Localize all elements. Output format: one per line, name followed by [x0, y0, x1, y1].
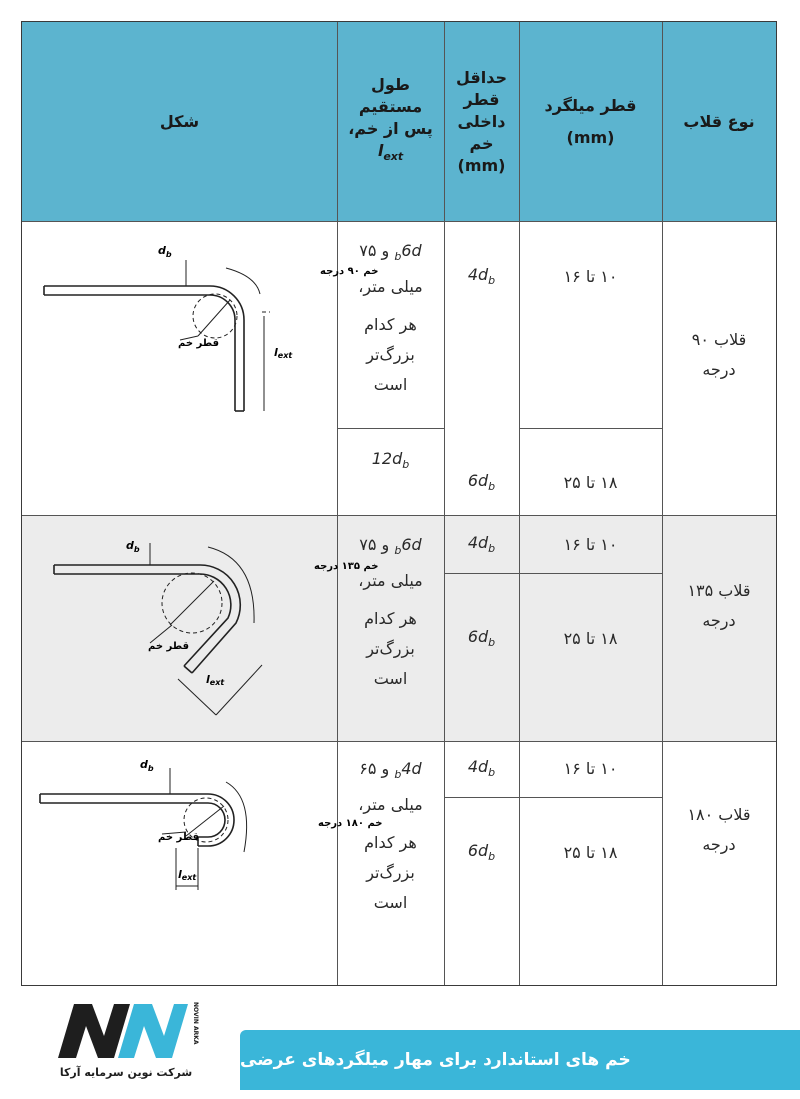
row180-ext-line2: میلی متر،	[358, 795, 423, 815]
row90-dia-1: ۱۰ تا ۱۶	[563, 267, 618, 286]
bar-outline-inner	[44, 295, 235, 411]
bar135-end-tip	[184, 666, 192, 673]
row135-inner-1	[444, 528, 519, 564]
row180-hook-line1: قلاب ۱۸۰	[687, 805, 751, 824]
fig135-db-val: d	[126, 539, 134, 552]
fig180-lext-sub: ext	[181, 873, 197, 882]
row90-dia-2: ۱۸ تا ۲۵	[563, 473, 618, 492]
row90-inner-2-sub: b	[488, 480, 496, 494]
grid-h-row1	[22, 515, 776, 516]
row90-inner-1-sub: b	[488, 274, 496, 288]
grid-h-header	[22, 221, 776, 222]
row135-ext-line5: است	[373, 669, 408, 689]
fig90-diameter-label: قطر خم	[178, 338, 220, 349]
row180-inner-1-sub: b	[488, 766, 496, 780]
banner-title: خم های استاندارد برای مهار میلگردهای عرضی	[240, 1050, 631, 1070]
lext135-dim-b	[216, 665, 262, 715]
fig135-lext-sub: ext	[209, 678, 225, 687]
row180-inner-2	[444, 836, 519, 872]
fig135-lext	[206, 673, 225, 687]
row180-ext-line1	[337, 754, 444, 790]
grid-h-r2-sub	[444, 573, 662, 574]
bar180-outer	[40, 794, 234, 846]
fig180-diameter-label: قطر خم	[158, 832, 200, 843]
row135-dia-2: ۱۸ تا ۲۵	[563, 629, 618, 648]
fig180-bend-label: خم ۱۸۰ درجه	[318, 818, 383, 829]
row90-ext-b-val: 12d	[371, 449, 403, 468]
row180-hook-type	[662, 800, 776, 860]
fig90-lext-val: l	[274, 346, 278, 359]
logo-vertical-text: NOVIN ARKA	[192, 1002, 199, 1045]
row90-ext-a: 6d	[401, 241, 422, 260]
row135-inner-1-val: 4d	[467, 533, 489, 552]
row135-ext-a-sub: b	[394, 544, 402, 558]
row135-ext-a: 6d	[401, 535, 422, 554]
row90-inner-2	[444, 466, 519, 502]
row180-ext-line3: هر کدام	[364, 833, 417, 853]
header-inner-line1: حداقل	[456, 67, 508, 87]
grid-h-r3-sub	[444, 797, 662, 798]
company-name: شرکت نوین سرمایه آرکا	[59, 1066, 193, 1079]
header-hook-label: نوع قلاب	[683, 111, 755, 131]
bend-circle	[193, 294, 237, 338]
fig90-db	[158, 244, 172, 259]
bend135-arc-arrow	[208, 547, 254, 623]
fig180-db-sub: b	[147, 764, 154, 773]
row135-hook-type	[662, 576, 776, 636]
fig180-db	[140, 758, 154, 773]
row135-ext-a-rest: و ۷۵	[359, 535, 395, 554]
row90-inner-1	[444, 260, 519, 296]
row90-hook-line2: درجه	[702, 360, 736, 379]
row135-inner-1-sub: b	[488, 542, 496, 556]
row180-hook-line2: درجه	[702, 835, 736, 854]
row180-inner-2-val: 6d	[467, 841, 489, 860]
fig135-diameter-label: قطر خم	[148, 641, 190, 652]
row90-ext-b-sub: b	[402, 458, 410, 472]
fig90-db-sub: b	[165, 250, 172, 259]
bend-arc-arrow	[226, 268, 260, 294]
row135-ext-line3: هر کدام	[364, 609, 417, 629]
fig90-db-val: d	[158, 244, 166, 257]
row90-inner-2-val: 6d	[467, 471, 489, 490]
fig90-lext-sub: ext	[277, 351, 293, 360]
row135-ext-length	[337, 530, 444, 694]
fig180-db-val: d	[140, 758, 148, 771]
company-logo	[52, 996, 202, 1064]
diameter-line	[198, 300, 230, 336]
row90-ext-a-rest: و ۷۵	[359, 241, 395, 260]
row90-hook-type	[662, 325, 776, 385]
row180-inner-1	[444, 752, 519, 788]
logo-n-shape	[58, 1004, 130, 1058]
fig180-lext	[178, 868, 197, 882]
row135-inner-2	[444, 622, 519, 658]
row135-dia-1: ۱۰ تا ۱۶	[563, 535, 618, 554]
row180-ext-a: 4d	[401, 759, 422, 778]
fig90-bend-label: خم ۹۰ درجه	[320, 266, 379, 277]
row135-hook-line1: قلاب ۱۳۵	[687, 581, 751, 600]
row90-ext-line5: است	[373, 375, 408, 395]
row90-ext-line4: بزرگ‌تر	[366, 345, 415, 365]
row90-inner-1-val: 4d	[467, 265, 489, 284]
fig135-db-sub: b	[133, 545, 140, 554]
row180-ext-line5: است	[373, 893, 408, 913]
row135-inner-2-val: 6d	[467, 627, 489, 646]
row135-ext-line4: بزرگ‌تر	[366, 639, 415, 659]
header-inner-unit: (mm)	[457, 155, 506, 175]
row90-ext-b	[337, 444, 444, 480]
header-inner-line3: داخلی	[457, 111, 506, 131]
fig135-lext-val: l	[206, 673, 210, 686]
fig135-bend-label: خم ۱۳۵ درجه	[314, 561, 379, 572]
header-ext-line2: مستقیم	[358, 97, 423, 117]
header-ext-line3: پس از خم،	[348, 119, 433, 139]
row135-inner-2-sub: b	[488, 636, 496, 650]
grid-h-row2	[22, 741, 776, 742]
header-inner-line2: قطر	[463, 89, 500, 109]
row90-hook-line1: قلاب ۹۰	[691, 330, 747, 349]
grid-h-r1-dia	[519, 428, 662, 429]
header-inner-line4: خم	[469, 133, 494, 153]
header-bar-unit: (mm)	[566, 127, 615, 147]
grid-h-r1-ext	[337, 428, 444, 429]
row90-ext-line3: هر کدام	[364, 315, 417, 335]
row180-dia-1: ۱۰ تا ۱۶	[563, 759, 618, 778]
row90-ext-line2: میلی متر،	[358, 277, 423, 297]
header-ext-sub: ext	[383, 150, 404, 164]
row180-inner-1-val: 4d	[467, 757, 489, 776]
header-ext-l: l	[377, 141, 384, 161]
row180-ext-a-rest: و ۶۵	[359, 759, 395, 778]
row180-ext-length	[337, 754, 444, 918]
row90-ext-length	[337, 236, 444, 400]
row135-hook-line2: درجه	[702, 611, 736, 630]
fig180-lext-val: l	[178, 868, 182, 881]
row90-ext-a-sub: b	[394, 250, 402, 264]
diameter135-line	[170, 581, 214, 625]
row180-ext-line4: بزرگ‌تر	[366, 863, 415, 883]
fig90-lext	[274, 346, 293, 360]
row180-ext-a-sub: b	[394, 768, 402, 782]
fig135-db	[126, 539, 140, 554]
logo-a-shape	[118, 1004, 188, 1058]
header-ext-line1: طول	[371, 75, 410, 95]
row180-inner-2-sub: b	[488, 850, 496, 864]
bar135-inner	[54, 574, 231, 666]
footer-banner	[240, 1030, 800, 1090]
row180-dia-2: ۱۸ تا ۲۵	[563, 843, 618, 862]
header-bar-line1: قطر میلگرد	[544, 95, 637, 115]
row135-ext-line2: میلی متر،	[358, 571, 423, 591]
bend180-arc-arrow	[226, 782, 247, 852]
header-shape-label: شکل	[159, 111, 200, 131]
